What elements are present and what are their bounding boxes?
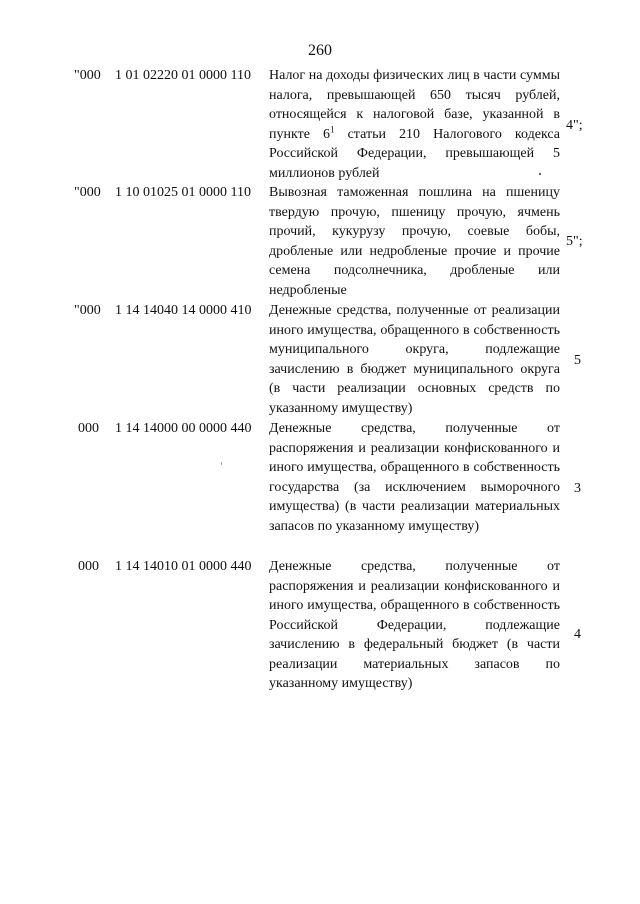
budget-classification-code: 1 14 14000 00 0000 440 bbox=[115, 421, 252, 436]
administrator-code: "000 bbox=[74, 303, 101, 318]
administrator-code: 000 bbox=[78, 559, 99, 574]
superscript: 1 bbox=[330, 123, 335, 134]
revenue-description: Денежные средства, полученные от реализации иного имущества, обращенного в собственность муниципального округа, подлежащие зачислению в бюджет муниципального округа (в части реализации основных средств по указанному имуществу) bbox=[269, 303, 560, 416]
description-text: статьи 210 Налогового кодекса Российской Федерации, превышающей 5 миллионов рублей bbox=[269, 126, 560, 181]
administrator-code: "000 bbox=[74, 68, 101, 83]
budget-classification-code: 1 01 02220 01 0000 110 bbox=[115, 68, 251, 83]
revenue-description: Денежные средства, полученные от распоряжения и реализации конфискованного и иного имущества, обращенного в собственность государства (за исключением выморочного имущества) (в части реализации материальных запасов по указанному имуществу) bbox=[269, 421, 560, 534]
revenue-description: Вывозная таможенная пошлина на пшеницу твердую прочую, пшеницу прочую, ячмень прочий, кукурузу прочую, соевые бобы, дробленые или недробленые прочие и прочие семена подсолнечника, дробленые или недробленые bbox=[269, 185, 560, 298]
standard-value: 4"; bbox=[566, 118, 583, 133]
budget-classification-code: 1 14 14010 01 0000 440 bbox=[115, 559, 252, 574]
revenue-description bbox=[269, 66, 560, 183]
standard-value: 5"; bbox=[566, 234, 583, 249]
page-number: 260 bbox=[308, 42, 332, 59]
budget-classification-code: 1 14 14040 14 0000 410 bbox=[115, 303, 252, 318]
standard-value: 4 bbox=[574, 627, 581, 642]
scan-speck bbox=[539, 173, 541, 175]
revenue-description: Денежные средства, полученные от распоряжения и реализации конфискованного и иного имущества, обращенного в собственность Российской Федерации, подлежащие зачислению в федеральный бюджет (в части реализации материальных запасов по указанному имуществу) bbox=[269, 559, 560, 691]
standard-value: 3 bbox=[574, 481, 581, 496]
administrator-code: 000 bbox=[78, 421, 99, 436]
standard-value: 5 bbox=[574, 353, 581, 368]
budget-classification-code: 1 10 01025 01 0000 110 bbox=[115, 185, 251, 200]
administrator-code: "000 bbox=[74, 185, 101, 200]
scan-speck bbox=[221, 462, 222, 465]
description-text: Налог на доходы физических лиц в части суммы налога, превышающей 650 тысяч рублей, относящейся к налоговой базе, указанной в пункте 6 bbox=[269, 68, 560, 142]
